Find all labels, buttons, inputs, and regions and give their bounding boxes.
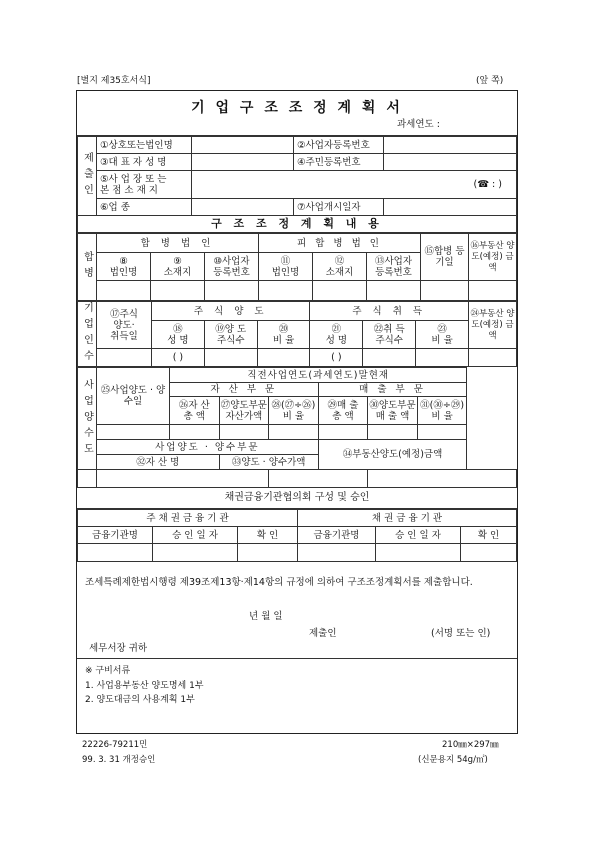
attachment-item: 2. 양도대금의 사용계획 1부 (85, 695, 195, 705)
attachment-item: 1. 사업용부동산 양도명세 1부 (85, 681, 204, 691)
main-approval-date-label: 승 인 일 자 (153, 527, 238, 544)
business-reg-no-field[interactable] (384, 137, 517, 154)
business-cell[interactable] (97, 425, 170, 440)
business-cell[interactable] (368, 470, 517, 488)
company-name-field[interactable] (192, 137, 294, 154)
form-title: 기 업 구 조 조 정 계 획 서 (191, 100, 403, 116)
merger-cell[interactable] (313, 281, 367, 301)
page-side-label: (앞 쪽) (476, 76, 504, 86)
stock-cell[interactable]: ( ) (310, 349, 363, 367)
business-cell[interactable] (269, 470, 368, 488)
business-part-heading: 사업양도 · 양수부문 (97, 440, 319, 455)
merger-cell[interactable] (421, 281, 469, 301)
resident-reg-no-label: ④주민등록번호 (294, 154, 384, 171)
merger-cell[interactable] (97, 281, 151, 301)
business-start-label: ⑦사업개시일자 (294, 199, 384, 216)
sales-heading: 매 출 부 문 (318, 383, 467, 397)
tax-year-label: 과세연도 : (397, 119, 440, 130)
stock-acquire-heading: 주 식 취 득 (310, 302, 469, 321)
statement-block (77, 562, 517, 659)
stock-transfer-heading: 주 식 양 도 (152, 302, 310, 321)
recent-year-heading: 직전사업연도(과세연도)말현재 (170, 368, 467, 383)
acquirer-heading: 합 병 법 인 (97, 234, 259, 253)
stock-cell[interactable] (363, 349, 416, 367)
merge-date-label: ⑮합병 등기일 (421, 234, 469, 281)
business-cell[interactable] (269, 425, 319, 440)
merger-cell[interactable] (151, 281, 205, 301)
stock-cell[interactable] (97, 349, 152, 367)
recipient-label: 세무서장 귀하 (89, 643, 148, 654)
acquire-ratio-label: ㉓ 비 율 (416, 321, 469, 349)
stock-cell[interactable] (469, 349, 517, 367)
assets-heading: 자 산 부 문 (170, 383, 319, 397)
merger-cell[interactable] (367, 281, 421, 301)
form-code: 22226-79211민 (82, 740, 148, 750)
target-reg-label: ⑬사업자 등록번호 (367, 253, 421, 281)
creditor-cell[interactable] (376, 544, 461, 562)
creditor-cell[interactable] (461, 544, 517, 562)
merger-group-label: 합병 (78, 234, 97, 301)
business-reg-no-label: ②사업자등록번호 (294, 137, 384, 154)
business-realty-label: ㉞부동산양도(예정)금액 (318, 440, 467, 470)
main-confirm-label: 확 인 (238, 527, 298, 544)
target-name-label: ⑪ 법인명 (259, 253, 313, 281)
other-approval-date-label: 승 인 일 자 (376, 527, 461, 544)
business-cell[interactable] (219, 425, 269, 440)
merger-cell[interactable] (205, 281, 259, 301)
target-heading: 피 합 병 법 인 (259, 234, 421, 253)
attachments-block (77, 659, 517, 707)
asset-name-label: ㉜자 산 명 (97, 455, 220, 470)
transferor-name-label: ⑱ 성 명 (152, 321, 205, 349)
transfer-price-label: ㉝양도 · 양수가액 (219, 455, 318, 470)
paper-size: 210㎜×297㎜ (442, 740, 499, 750)
company-name-label: ①상호또는법인명 (97, 137, 192, 154)
main-bank-name-label: 금융기관명 (78, 527, 153, 544)
acquirer-location-label: ⑨ 소재지 (151, 253, 205, 281)
merger-cell[interactable] (259, 281, 313, 301)
approval-date: 99. 3. 31 개정승인 (82, 755, 156, 765)
signature-field[interactable]: (서명 또는 인) (431, 628, 491, 639)
address-field[interactable] (192, 171, 517, 199)
total-sales-label: ㉙매 출 총 액 (318, 397, 368, 425)
creditors-heading: 채권금융기관협의회 구성 및 승인 (77, 488, 517, 509)
stock-table (77, 301, 517, 367)
business-type-field[interactable] (192, 199, 294, 216)
restructuring-plan-form (76, 90, 518, 734)
stock-cell[interactable] (257, 349, 310, 367)
acquirer-reg-label: ⑩사업자 등록번호 (205, 253, 259, 281)
acquirer-name-label: ⑧ 법인명 (97, 253, 151, 281)
sales-ratio-label: ㉛(㉚÷㉙) 비 율 (417, 397, 467, 425)
business-date-label: ㉕사업양도 · 양수일 (97, 368, 170, 425)
other-creditor-heading: 채 권 금 융 기 관 (298, 510, 517, 527)
merger-realty-label: ⑯부동산 양도(예정) 금 액 (469, 234, 517, 281)
business-group-label: 사업양수도 (78, 368, 97, 470)
stock-realty-label: ㉔부동산 양도(예정) 금 액 (469, 302, 517, 349)
business-cell[interactable] (318, 425, 368, 440)
attachments-heading: ※ 구비서류 (85, 666, 131, 676)
transfer-shares-label: ⑲양 도 주식수 (204, 321, 257, 349)
creditors-table (77, 509, 517, 562)
acquire-shares-label: ㉒취 득 주식수 (363, 321, 416, 349)
phone-field[interactable]: (☎ : ) (473, 179, 502, 190)
business-start-field[interactable] (384, 199, 517, 216)
acquirer-name-label: ㉑ 성 명 (310, 321, 363, 349)
paper-type: (신문용지 54g/㎡) (418, 755, 488, 765)
submitter-table (77, 136, 517, 216)
plan-section-heading: 구 조 조 정 계 획 내 용 (77, 216, 517, 233)
transfer-assets-label: ㉗양도부문 자산가액 (219, 397, 269, 425)
business-table (77, 367, 517, 488)
stock-group-label: 기업인수 (78, 302, 97, 367)
assets-ratio-label: ㉘(㉗÷㉖) 비 율 (269, 397, 319, 425)
stock-cell[interactable] (204, 349, 257, 367)
annex-label: [별지 제35호서식] (77, 76, 151, 86)
business-type-label: ⑥업 종 (97, 199, 192, 216)
creditor-cell[interactable] (238, 544, 298, 562)
creditor-cell[interactable] (153, 544, 238, 562)
representative-label: ③대 표 자 성 명 (97, 154, 192, 171)
address-label: ⑤사 업 장 또 는 본 점 소 재 지 (97, 171, 192, 199)
business-cell[interactable] (417, 425, 467, 440)
stock-cell[interactable]: ( ) (152, 349, 205, 367)
merger-table (77, 233, 517, 301)
business-cell[interactable] (368, 425, 418, 440)
creditor-cell[interactable] (298, 544, 376, 562)
main-creditor-heading: 주 채 권 금 융 기 관 (78, 510, 298, 527)
submitter-label: 제출인 (309, 628, 337, 639)
statement-text: 조세특례제한법시행령 제39조제13항·제14항의 규정에 의하여 구조조정계획서를 제출합니다. (85, 577, 473, 588)
representative-field[interactable] (192, 154, 294, 171)
stock-cell[interactable] (416, 349, 469, 367)
target-location-label: ⑫ 소재지 (313, 253, 367, 281)
business-cell[interactable] (97, 470, 269, 488)
other-bank-name-label: 금융기관명 (298, 527, 376, 544)
transfer-ratio-label: ⑳ 비 율 (257, 321, 310, 349)
resident-reg-no-field[interactable] (384, 154, 517, 171)
business-spacer (78, 470, 97, 488)
statement-date: 년 월 일 (249, 611, 283, 622)
creditor-cell[interactable] (78, 544, 153, 562)
business-cell[interactable] (170, 425, 220, 440)
merger-cell[interactable] (469, 281, 517, 301)
submitter-group-label: 제출인 (78, 137, 97, 216)
stock-date-label: ⑰주식 양도· 취득일 (97, 302, 152, 349)
total-assets-label: ㉖자 산 총 액 (170, 397, 220, 425)
other-confirm-label: 확 인 (461, 527, 517, 544)
transfer-sales-label: ㉚양도부문 매 출 액 (368, 397, 418, 425)
